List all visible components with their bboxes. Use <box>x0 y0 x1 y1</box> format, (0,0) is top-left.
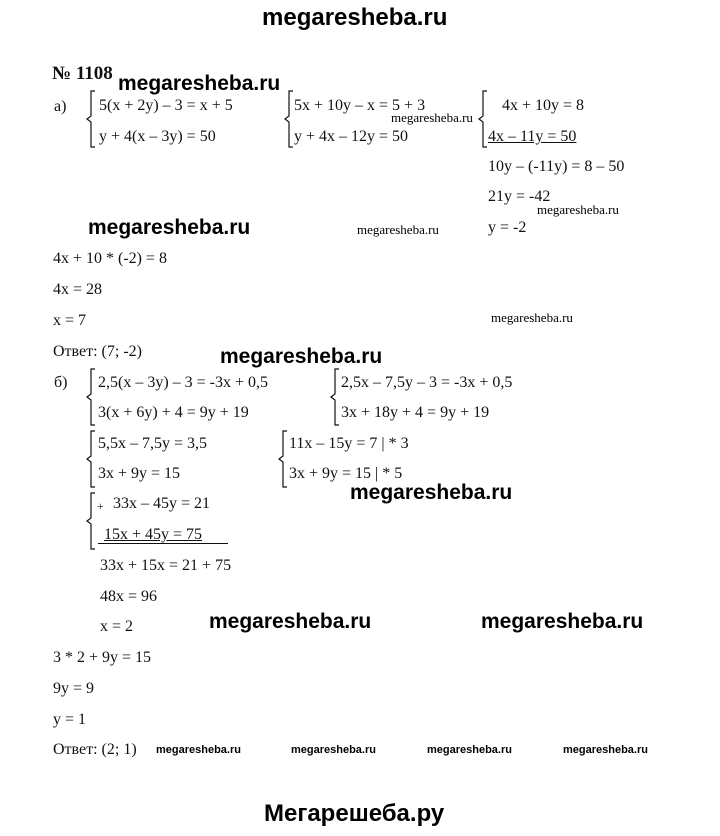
watermark: megaresheba.ru <box>537 202 619 217</box>
watermark: megaresheba.ru <box>391 110 473 125</box>
b-sys1-eq2: 3(x + 6y) + 4 = 9y + 19 <box>98 404 249 421</box>
a-step-x-2: 4x = 28 <box>53 281 103 298</box>
part-a-label: а) <box>54 98 67 115</box>
watermark: megaresheba.ru <box>220 345 383 368</box>
watermark: megaresheba.ru <box>481 610 644 633</box>
a-step-x-3: x = 7 <box>53 312 87 329</box>
site-footer: Мегарешеба.ру <box>264 800 445 827</box>
watermark: megaresheba.ru <box>156 744 241 756</box>
sum-divider-line <box>98 543 228 544</box>
b-sys5-eq1: 33x – 45y = 21 <box>113 495 211 512</box>
system-brace <box>478 90 488 148</box>
watermark: megaresheba.ru <box>88 216 251 239</box>
b-step-x-1: 33x + 15x = 21 + 75 <box>100 557 232 574</box>
a-sys1-eq2: y + 4(x – 3y) = 50 <box>99 128 216 145</box>
a-step-y-3: y = -2 <box>488 219 527 236</box>
b-sum-sign: + <box>97 499 104 513</box>
site-header: megaresheba.ru <box>262 4 448 31</box>
problem-number: № 1108 <box>52 63 113 84</box>
b-answer: Ответ: (2; 1) <box>53 741 137 758</box>
system-brace <box>284 90 294 148</box>
watermark: megaresheba.ru <box>350 481 513 504</box>
system-brace <box>86 430 96 488</box>
a-sys3-eq2: 4x – 11y = 50 <box>488 128 577 145</box>
watermark: megaresheba.ru <box>357 222 439 237</box>
system-brace <box>86 90 96 148</box>
system-brace <box>86 492 96 550</box>
a-step-y-2: 21y = -42 <box>488 188 551 205</box>
a-sys2-eq1: 5x + 10y – x = 5 + 3 <box>294 97 426 114</box>
b-step-y-2: 9y = 9 <box>53 680 95 697</box>
part-b-label: б) <box>54 374 68 391</box>
watermark: megaresheba.ru <box>209 610 372 633</box>
b-sys3-eq1: 5,5x – 7,5y = 3,5 <box>98 435 208 452</box>
b-step-x-2: 48x = 96 <box>100 588 158 605</box>
b-sys4-eq1: 11x – 15y = 7 | * 3 <box>289 435 409 452</box>
b-step-y-3: y = 1 <box>53 711 87 728</box>
a-step-x-1: 4x + 10 * (-2) = 8 <box>53 250 168 267</box>
b-sys2-eq2: 3x + 18y + 4 = 9y + 19 <box>341 404 490 421</box>
watermark: megaresheba.ru <box>563 744 648 756</box>
b-sys1-eq1: 2,5(x – 3y) – 3 = -3x + 0,5 <box>98 374 269 391</box>
watermark: megaresheba.ru <box>427 744 512 756</box>
b-sys4-eq2: 3x + 9y = 15 | * 5 <box>289 465 403 482</box>
a-sys2-eq2: y + 4x – 12y = 50 <box>294 128 409 145</box>
system-brace <box>330 368 340 426</box>
a-sys3-eq1: 4x + 10y = 8 <box>502 97 585 114</box>
b-sys5-eq2: 15x + 45y = 75 <box>104 526 203 543</box>
a-answer: Ответ: (7; -2) <box>53 343 142 360</box>
system-brace <box>278 430 288 488</box>
a-sys1-eq1: 5(x + 2y) – 3 = x + 5 <box>99 97 233 114</box>
b-step-x-3: x = 2 <box>100 618 134 635</box>
b-step-y-1: 3 * 2 + 9y = 15 <box>53 649 152 666</box>
system-brace <box>86 368 96 426</box>
b-sys3-eq2: 3x + 9y = 15 <box>98 465 181 482</box>
a-step-y-1: 10y – (-11y) = 8 – 50 <box>488 158 625 175</box>
watermark: megaresheba.ru <box>491 310 573 325</box>
watermark: megaresheba.ru <box>118 72 281 95</box>
watermark: megaresheba.ru <box>291 744 376 756</box>
b-sys2-eq1: 2,5x – 7,5y – 3 = -3x + 0,5 <box>341 374 513 391</box>
